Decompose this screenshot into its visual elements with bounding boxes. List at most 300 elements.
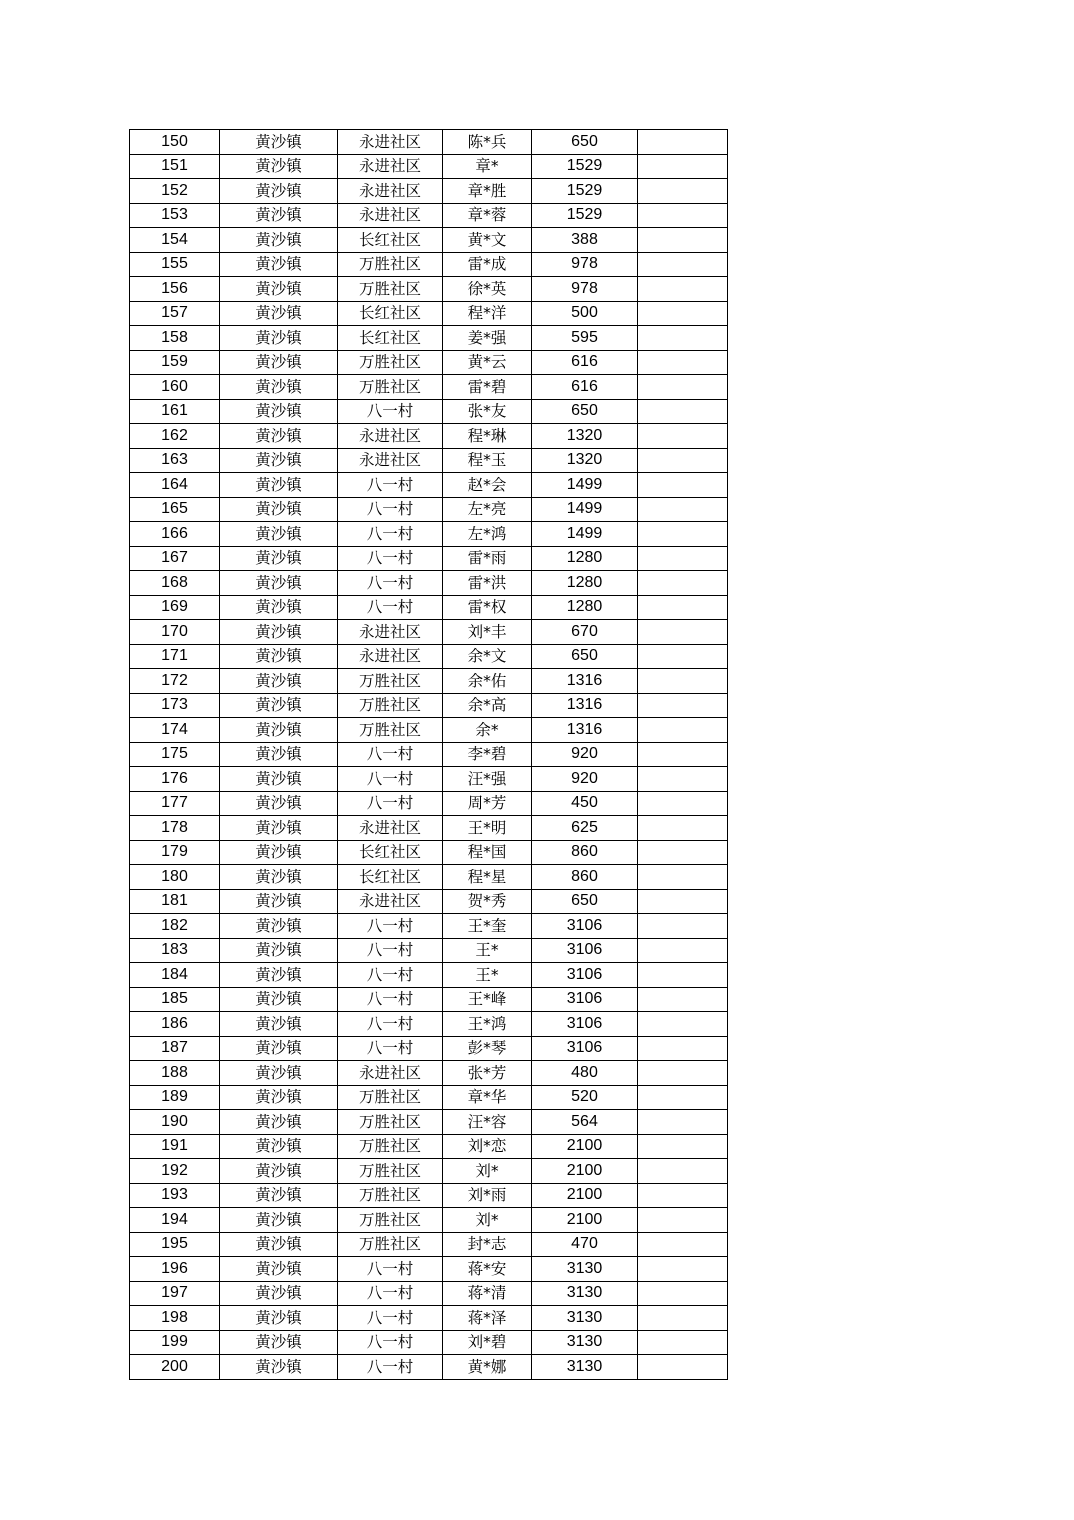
table-body xyxy=(130,130,728,1380)
table-row xyxy=(130,522,728,547)
town-cell: 黄沙镇 xyxy=(220,350,338,375)
row-number-cell: 155 xyxy=(130,252,220,277)
name-cell: 余*高 xyxy=(443,693,532,718)
amount-cell: 450 xyxy=(532,791,638,816)
row-number-cell: 177 xyxy=(130,791,220,816)
community-cell: 八一村 xyxy=(338,1281,443,1306)
amount-cell: 1316 xyxy=(532,718,638,743)
table-row xyxy=(130,130,728,155)
remark-cell xyxy=(638,1134,728,1159)
town-cell: 黄沙镇 xyxy=(220,1061,338,1086)
remark-cell xyxy=(638,816,728,841)
table-row xyxy=(130,203,728,228)
row-number-cell: 175 xyxy=(130,742,220,767)
table-row xyxy=(130,179,728,204)
amount-cell: 3106 xyxy=(532,1036,638,1061)
town-cell: 黄沙镇 xyxy=(220,154,338,179)
name-cell: 赵*会 xyxy=(443,473,532,498)
town-cell: 黄沙镇 xyxy=(220,1306,338,1331)
town-cell: 黄沙镇 xyxy=(220,546,338,571)
table-row xyxy=(130,914,728,939)
town-cell: 黄沙镇 xyxy=(220,1208,338,1233)
name-cell: 彭*琴 xyxy=(443,1036,532,1061)
table-row xyxy=(130,595,728,620)
amount-cell: 650 xyxy=(532,130,638,155)
name-cell: 王*奎 xyxy=(443,914,532,939)
row-number-cell: 161 xyxy=(130,399,220,424)
remark-cell xyxy=(638,1232,728,1257)
amount-cell: 1529 xyxy=(532,154,638,179)
remark-cell xyxy=(638,203,728,228)
amount-cell: 2100 xyxy=(532,1183,638,1208)
row-number-cell: 190 xyxy=(130,1110,220,1135)
remark-cell xyxy=(638,595,728,620)
town-cell: 黄沙镇 xyxy=(220,1134,338,1159)
community-cell: 八一村 xyxy=(338,1355,443,1380)
table-row xyxy=(130,448,728,473)
table-row xyxy=(130,154,728,179)
name-cell: 刘* xyxy=(443,1208,532,1233)
name-cell: 张*芳 xyxy=(443,1061,532,1086)
community-cell: 八一村 xyxy=(338,497,443,522)
amount-cell: 670 xyxy=(532,620,638,645)
name-cell: 蒋*安 xyxy=(443,1257,532,1282)
name-cell: 张*友 xyxy=(443,399,532,424)
table-row xyxy=(130,399,728,424)
name-cell: 余* xyxy=(443,718,532,743)
town-cell: 黄沙镇 xyxy=(220,326,338,351)
remark-cell xyxy=(638,963,728,988)
table-row xyxy=(130,497,728,522)
community-cell: 万胜社区 xyxy=(338,277,443,302)
table-row xyxy=(130,791,728,816)
name-cell: 章*胜 xyxy=(443,179,532,204)
town-cell: 黄沙镇 xyxy=(220,1110,338,1135)
amount-cell: 1499 xyxy=(532,497,638,522)
town-cell: 黄沙镇 xyxy=(220,1330,338,1355)
row-number-cell: 158 xyxy=(130,326,220,351)
name-cell: 雷*成 xyxy=(443,252,532,277)
name-cell: 程*玉 xyxy=(443,448,532,473)
name-cell: 黄*娜 xyxy=(443,1355,532,1380)
row-number-cell: 191 xyxy=(130,1134,220,1159)
town-cell: 黄沙镇 xyxy=(220,595,338,620)
community-cell: 长红社区 xyxy=(338,865,443,890)
row-number-cell: 163 xyxy=(130,448,220,473)
community-cell: 八一村 xyxy=(338,571,443,596)
table-row xyxy=(130,816,728,841)
table-row xyxy=(130,718,728,743)
community-cell: 万胜社区 xyxy=(338,718,443,743)
row-number-cell: 178 xyxy=(130,816,220,841)
amount-cell: 564 xyxy=(532,1110,638,1135)
table-row xyxy=(130,865,728,890)
name-cell: 王* xyxy=(443,963,532,988)
amount-cell: 520 xyxy=(532,1085,638,1110)
table-row xyxy=(130,987,728,1012)
community-cell: 永进社区 xyxy=(338,179,443,204)
town-cell: 黄沙镇 xyxy=(220,301,338,326)
community-cell: 万胜社区 xyxy=(338,1159,443,1184)
data-table xyxy=(129,129,728,1380)
table-row xyxy=(130,228,728,253)
amount-cell: 2100 xyxy=(532,1159,638,1184)
row-number-cell: 182 xyxy=(130,914,220,939)
remark-cell xyxy=(638,571,728,596)
town-cell: 黄沙镇 xyxy=(220,277,338,302)
row-number-cell: 179 xyxy=(130,840,220,865)
name-cell: 程*琳 xyxy=(443,424,532,449)
community-cell: 永进社区 xyxy=(338,130,443,155)
amount-cell: 616 xyxy=(532,375,638,400)
community-cell: 万胜社区 xyxy=(338,1085,443,1110)
row-number-cell: 173 xyxy=(130,693,220,718)
table-row xyxy=(130,301,728,326)
row-number-cell: 156 xyxy=(130,277,220,302)
name-cell: 余*佑 xyxy=(443,669,532,694)
remark-cell xyxy=(638,1183,728,1208)
amount-cell: 1320 xyxy=(532,448,638,473)
community-cell: 万胜社区 xyxy=(338,1134,443,1159)
town-cell: 黄沙镇 xyxy=(220,889,338,914)
row-number-cell: 188 xyxy=(130,1061,220,1086)
town-cell: 黄沙镇 xyxy=(220,448,338,473)
name-cell: 刘*恋 xyxy=(443,1134,532,1159)
amount-cell: 650 xyxy=(532,399,638,424)
town-cell: 黄沙镇 xyxy=(220,742,338,767)
name-cell: 刘*碧 xyxy=(443,1330,532,1355)
row-number-cell: 171 xyxy=(130,644,220,669)
amount-cell: 3130 xyxy=(532,1281,638,1306)
name-cell: 贺*秀 xyxy=(443,889,532,914)
remark-cell xyxy=(638,473,728,498)
table-row xyxy=(130,963,728,988)
remark-cell xyxy=(638,693,728,718)
community-cell: 八一村 xyxy=(338,987,443,1012)
remark-cell xyxy=(638,1330,728,1355)
remark-cell xyxy=(638,1257,728,1282)
name-cell: 周*芳 xyxy=(443,791,532,816)
remark-cell xyxy=(638,1159,728,1184)
row-number-cell: 159 xyxy=(130,350,220,375)
town-cell: 黄沙镇 xyxy=(220,571,338,596)
name-cell: 余*文 xyxy=(443,644,532,669)
town-cell: 黄沙镇 xyxy=(220,1036,338,1061)
row-number-cell: 153 xyxy=(130,203,220,228)
town-cell: 黄沙镇 xyxy=(220,791,338,816)
remark-cell xyxy=(638,987,728,1012)
remark-cell xyxy=(638,546,728,571)
row-number-cell: 168 xyxy=(130,571,220,596)
town-cell: 黄沙镇 xyxy=(220,228,338,253)
remark-cell xyxy=(638,1036,728,1061)
community-cell: 八一村 xyxy=(338,473,443,498)
name-cell: 刘*雨 xyxy=(443,1183,532,1208)
row-number-cell: 176 xyxy=(130,767,220,792)
remark-cell xyxy=(638,620,728,645)
amount-cell: 3130 xyxy=(532,1306,638,1331)
amount-cell: 920 xyxy=(532,767,638,792)
remark-cell xyxy=(638,277,728,302)
amount-cell: 860 xyxy=(532,865,638,890)
community-cell: 永进社区 xyxy=(338,889,443,914)
town-cell: 黄沙镇 xyxy=(220,252,338,277)
community-cell: 万胜社区 xyxy=(338,350,443,375)
table-row xyxy=(130,424,728,449)
town-cell: 黄沙镇 xyxy=(220,1012,338,1037)
row-number-cell: 169 xyxy=(130,595,220,620)
remark-cell xyxy=(638,938,728,963)
row-number-cell: 180 xyxy=(130,865,220,890)
name-cell: 章*华 xyxy=(443,1085,532,1110)
amount-cell: 616 xyxy=(532,350,638,375)
town-cell: 黄沙镇 xyxy=(220,963,338,988)
row-number-cell: 166 xyxy=(130,522,220,547)
community-cell: 八一村 xyxy=(338,938,443,963)
community-cell: 永进社区 xyxy=(338,816,443,841)
amount-cell: 3130 xyxy=(532,1355,638,1380)
name-cell: 陈*兵 xyxy=(443,130,532,155)
amount-cell: 3106 xyxy=(532,938,638,963)
table-row xyxy=(130,1036,728,1061)
amount-cell: 1320 xyxy=(532,424,638,449)
amount-cell: 1499 xyxy=(532,522,638,547)
community-cell: 八一村 xyxy=(338,1330,443,1355)
community-cell: 万胜社区 xyxy=(338,1183,443,1208)
row-number-cell: 189 xyxy=(130,1085,220,1110)
community-cell: 长红社区 xyxy=(338,326,443,351)
table-row xyxy=(130,277,728,302)
row-number-cell: 165 xyxy=(130,497,220,522)
table-row xyxy=(130,546,728,571)
name-cell: 汪*强 xyxy=(443,767,532,792)
row-number-cell: 152 xyxy=(130,179,220,204)
town-cell: 黄沙镇 xyxy=(220,644,338,669)
row-number-cell: 170 xyxy=(130,620,220,645)
name-cell: 王* xyxy=(443,938,532,963)
amount-cell: 1529 xyxy=(532,203,638,228)
table-row xyxy=(130,889,728,914)
amount-cell: 978 xyxy=(532,252,638,277)
row-number-cell: 186 xyxy=(130,1012,220,1037)
name-cell: 程*洋 xyxy=(443,301,532,326)
amount-cell: 470 xyxy=(532,1232,638,1257)
town-cell: 黄沙镇 xyxy=(220,1257,338,1282)
amount-cell: 2100 xyxy=(532,1208,638,1233)
community-cell: 永进社区 xyxy=(338,1061,443,1086)
town-cell: 黄沙镇 xyxy=(220,718,338,743)
community-cell: 长红社区 xyxy=(338,301,443,326)
row-number-cell: 184 xyxy=(130,963,220,988)
community-cell: 长红社区 xyxy=(338,228,443,253)
table-row xyxy=(130,1159,728,1184)
row-number-cell: 192 xyxy=(130,1159,220,1184)
remark-cell xyxy=(638,1085,728,1110)
table-row xyxy=(130,1232,728,1257)
amount-cell: 2100 xyxy=(532,1134,638,1159)
row-number-cell: 199 xyxy=(130,1330,220,1355)
name-cell: 左*鸿 xyxy=(443,522,532,547)
row-number-cell: 151 xyxy=(130,154,220,179)
name-cell: 蒋*泽 xyxy=(443,1306,532,1331)
remark-cell xyxy=(638,644,728,669)
town-cell: 黄沙镇 xyxy=(220,840,338,865)
row-number-cell: 172 xyxy=(130,669,220,694)
amount-cell: 3106 xyxy=(532,963,638,988)
community-cell: 永进社区 xyxy=(338,620,443,645)
table-row xyxy=(130,1257,728,1282)
name-cell: 左*亮 xyxy=(443,497,532,522)
remark-cell xyxy=(638,1110,728,1135)
row-number-cell: 200 xyxy=(130,1355,220,1380)
row-number-cell: 160 xyxy=(130,375,220,400)
community-cell: 八一村 xyxy=(338,546,443,571)
amount-cell: 595 xyxy=(532,326,638,351)
amount-cell: 500 xyxy=(532,301,638,326)
community-cell: 八一村 xyxy=(338,522,443,547)
town-cell: 黄沙镇 xyxy=(220,938,338,963)
table-row xyxy=(130,350,728,375)
row-number-cell: 194 xyxy=(130,1208,220,1233)
amount-cell: 3106 xyxy=(532,987,638,1012)
row-number-cell: 195 xyxy=(130,1232,220,1257)
remark-cell xyxy=(638,399,728,424)
community-cell: 万胜社区 xyxy=(338,252,443,277)
remark-cell xyxy=(638,154,728,179)
remark-cell xyxy=(638,840,728,865)
community-cell: 八一村 xyxy=(338,399,443,424)
row-number-cell: 162 xyxy=(130,424,220,449)
table-row xyxy=(130,1208,728,1233)
table-row xyxy=(130,840,728,865)
community-cell: 永进社区 xyxy=(338,424,443,449)
remark-cell xyxy=(638,179,728,204)
remark-cell xyxy=(638,522,728,547)
name-cell: 黄*云 xyxy=(443,350,532,375)
town-cell: 黄沙镇 xyxy=(220,424,338,449)
remark-cell xyxy=(638,301,728,326)
table-row xyxy=(130,571,728,596)
community-cell: 万胜社区 xyxy=(338,375,443,400)
remark-cell xyxy=(638,1208,728,1233)
town-cell: 黄沙镇 xyxy=(220,767,338,792)
name-cell: 程*国 xyxy=(443,840,532,865)
town-cell: 黄沙镇 xyxy=(220,130,338,155)
town-cell: 黄沙镇 xyxy=(220,669,338,694)
row-number-cell: 187 xyxy=(130,1036,220,1061)
table-row xyxy=(130,326,728,351)
table-row xyxy=(130,644,728,669)
community-cell: 八一村 xyxy=(338,1257,443,1282)
name-cell: 雷*洪 xyxy=(443,571,532,596)
remark-cell xyxy=(638,914,728,939)
name-cell: 王*峰 xyxy=(443,987,532,1012)
community-cell: 八一村 xyxy=(338,595,443,620)
table-row xyxy=(130,938,728,963)
community-cell: 万胜社区 xyxy=(338,693,443,718)
remark-cell xyxy=(638,424,728,449)
amount-cell: 1280 xyxy=(532,595,638,620)
community-cell: 万胜社区 xyxy=(338,1110,443,1135)
community-cell: 八一村 xyxy=(338,791,443,816)
name-cell: 雷*雨 xyxy=(443,546,532,571)
row-number-cell: 167 xyxy=(130,546,220,571)
community-cell: 八一村 xyxy=(338,1306,443,1331)
remark-cell xyxy=(638,791,728,816)
remark-cell xyxy=(638,497,728,522)
town-cell: 黄沙镇 xyxy=(220,399,338,424)
remark-cell xyxy=(638,1306,728,1331)
name-cell: 王*鸿 xyxy=(443,1012,532,1037)
amount-cell: 3130 xyxy=(532,1257,638,1282)
name-cell: 蒋*清 xyxy=(443,1281,532,1306)
community-cell: 永进社区 xyxy=(338,154,443,179)
remark-cell xyxy=(638,130,728,155)
table-row xyxy=(130,1110,728,1135)
town-cell: 黄沙镇 xyxy=(220,1183,338,1208)
remark-cell xyxy=(638,1355,728,1380)
table-row xyxy=(130,767,728,792)
town-cell: 黄沙镇 xyxy=(220,693,338,718)
town-cell: 黄沙镇 xyxy=(220,1232,338,1257)
community-cell: 万胜社区 xyxy=(338,1208,443,1233)
name-cell: 黄*文 xyxy=(443,228,532,253)
community-cell: 八一村 xyxy=(338,767,443,792)
table-row xyxy=(130,1134,728,1159)
amount-cell: 3106 xyxy=(532,914,638,939)
table-row xyxy=(130,1355,728,1380)
town-cell: 黄沙镇 xyxy=(220,620,338,645)
amount-cell: 978 xyxy=(532,277,638,302)
row-number-cell: 164 xyxy=(130,473,220,498)
amount-cell: 650 xyxy=(532,644,638,669)
row-number-cell: 183 xyxy=(130,938,220,963)
remark-cell xyxy=(638,375,728,400)
remark-cell xyxy=(638,669,728,694)
town-cell: 黄沙镇 xyxy=(220,1159,338,1184)
table-row xyxy=(130,375,728,400)
amount-cell: 860 xyxy=(532,840,638,865)
amount-cell: 650 xyxy=(532,889,638,914)
row-number-cell: 150 xyxy=(130,130,220,155)
town-cell: 黄沙镇 xyxy=(220,1281,338,1306)
amount-cell: 480 xyxy=(532,1061,638,1086)
row-number-cell: 193 xyxy=(130,1183,220,1208)
row-number-cell: 196 xyxy=(130,1257,220,1282)
remark-cell xyxy=(638,865,728,890)
name-cell: 李*碧 xyxy=(443,742,532,767)
name-cell: 姜*强 xyxy=(443,326,532,351)
amount-cell: 1280 xyxy=(532,546,638,571)
name-cell: 程*星 xyxy=(443,865,532,890)
town-cell: 黄沙镇 xyxy=(220,179,338,204)
table-row xyxy=(130,693,728,718)
community-cell: 八一村 xyxy=(338,1012,443,1037)
remark-cell xyxy=(638,742,728,767)
community-cell: 八一村 xyxy=(338,742,443,767)
town-cell: 黄沙镇 xyxy=(220,203,338,228)
community-cell: 长红社区 xyxy=(338,840,443,865)
table-row xyxy=(130,620,728,645)
name-cell: 雷*权 xyxy=(443,595,532,620)
amount-cell: 1316 xyxy=(532,693,638,718)
community-cell: 万胜社区 xyxy=(338,669,443,694)
row-number-cell: 174 xyxy=(130,718,220,743)
amount-cell: 920 xyxy=(532,742,638,767)
remark-cell xyxy=(638,350,728,375)
remark-cell xyxy=(638,889,728,914)
amount-cell: 1316 xyxy=(532,669,638,694)
